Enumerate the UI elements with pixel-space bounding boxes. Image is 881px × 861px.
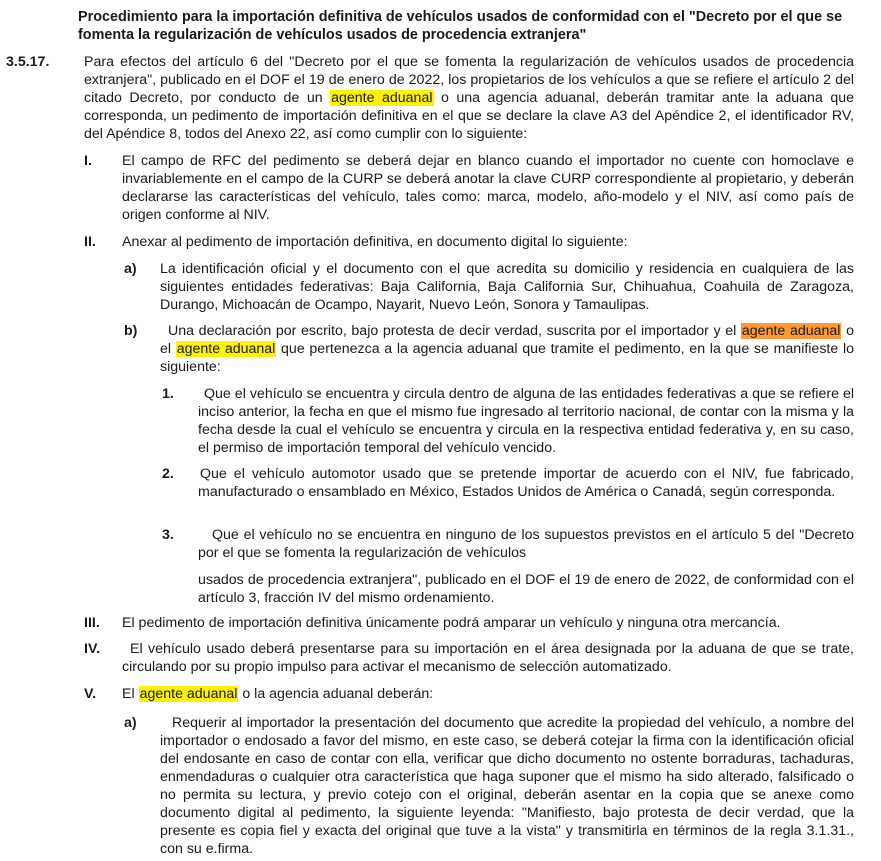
fraction-V-text: El agente aduanal o la agencia aduanal deberán: [122, 686, 434, 702]
fraction-III-text: El pedimento de importación definitiva únicamente podrá amparar un vehículo y ninguna otra mercancía. [122, 615, 781, 631]
item-2-label: 2. [162, 466, 174, 482]
fraction-II-a-label: a) [124, 261, 137, 277]
item-3-text-continued: usados de procedencia extranjera", publicado en el DOF el 19 de enero de 2022, de conformidad con el artículo 3, fracción IV del mismo ordenamiento. [198, 572, 854, 606]
fraction-III-label: III. [84, 615, 100, 631]
item-2-text: Que el vehículo automotor usado que se pretende importar de acuerdo con el NIV, fue fabricado, manufacturado o ensamblado en México, Estados Unidos de América o Canadá, según corresponda. [198, 466, 854, 500]
highlight-agente-aduanal: agente aduanal [331, 90, 433, 106]
highlight-agente-aduanal: agente aduanal [139, 686, 238, 702]
fraction-I-label: I. [84, 153, 92, 169]
article-intro: Para efectos del artículo 6 del "Decreto por el que se fomenta la regularización de vehículos usados de procedencia extranjera", publicado en el DOF el 19 de enero de 2022, los propietarios de los vehículos a que se refiere el artículo 2 del citado Decreto, por conducto de un agente aduanal o una agencia aduanal, deberán tramitar ante la aduana que corresponda, un pedimento de importación definitiva en el que se declare la clave A3 del Apéndice 2, el identificador RV, del Apéndice 8, todos del Anexo 22, así como cumplir con lo siguiente: [84, 54, 854, 142]
document-title: Procedimiento para la importación definitiva de vehículos usados de conformidad con el "Decreto por el que se fomenta la regularización de vehículos usados de procedencia extranjera" [78, 9, 843, 43]
article-number: 3.5.17. [6, 54, 50, 70]
fraction-I-text: El campo de RFC del pedimento se deberá dejar en blanco cuando el importador no cuente con homoclave e invariablemente en el campo de la CURP se deberá anotar la clave CURP correspondiente al propietario, y deberán declararse las características del vehículo, tales como: marca, modelo, año-modelo y el NIV, así como país de origen conforme al NIV. [122, 153, 854, 223]
fraction-II-text: Anexar al pedimento de importación definitiva, en documento digital lo siguiente: [122, 234, 628, 250]
item-3-text: Que el vehículo no se encuentra en ninguno de los supuestos previstos en el artículo 5 del "Decreto por el que se fomenta la regularización de vehículos [198, 527, 854, 561]
item-1-label: 1. [162, 386, 174, 402]
fraction-V-a-label: a) [124, 715, 137, 731]
fraction-V-label: V. [84, 686, 97, 702]
fraction-II-b-text: Una declaración por escrito, bajo protesta de decir verdad, suscrita por el importador y el agente aduanal o el agente aduanal que pertenezca a la agencia aduanal que tramite el pedimento, en la que se manifieste lo siguiente: [160, 323, 854, 375]
highlight-agente-aduanal: agente aduanal [176, 341, 276, 357]
item-1-text: Que el vehículo se encuentra y circula dentro de alguna de las entidades federativas a que se refiere el inciso anterior, la fecha en que el mismo fue ingresado al territorio nacional, de contar con la misma y la fecha desde la cual el vehículo se encuentra y circula en la respectiva entidad federativa y, en su caso, el permiso de importación temporal del vehículo vencido. [198, 386, 854, 456]
fraction-II-a-text: La identificación oficial y el documento con el que acredita su domicilio y residencia en cualquiera de las siguientes entidades federativas: Baja California, Baja California Sur, Chihuahua, Coahuila de Zaragoza, Durango, Michoacán de Ocampo, Nayarit, Nuevo León, Sonora y Tamaulipas. [160, 261, 854, 313]
fraction-II-b-label: b) [124, 323, 138, 339]
fraction-V-a-text: Requerir al importador la presentación del documento que acredite la propiedad del vehículo, a nombre del importador o endosado a favor del mismo, en este caso, se deberá cotejar la firma con la identificación oficial del endosante en caso de contar con ella, verificar que dicho documento no ostente borraduras, tachaduras, enmendaduras o cualquier otra característica que haga suponer que el mismo ha sido alterado, falsificado o no permita su lectura, y previo cotejo con el original, deberán asentar en la copia que se anexe como documento digital al pedimento, la siguiente leyenda: "Manifiesto, bajo protesta de decir verdad, que la presente es copia fiel y exacta del original que tuve a la vista" y transmitirla en términos de la regla 3.1.31., con su e.firma. [160, 715, 854, 857]
fraction-IV-text: El vehículo usado deberá presentarse para su importación en el área designada por la aduana de que se trate, circulando por su propio impulso para activar el mecanismo de selección automatizado. [122, 641, 854, 675]
highlight-agente-aduanal-orange: agente aduanal [741, 323, 841, 339]
item-3-label: 3. [162, 527, 174, 543]
fraction-IV-label: IV. [84, 641, 101, 657]
fraction-II-label: II. [84, 234, 96, 250]
